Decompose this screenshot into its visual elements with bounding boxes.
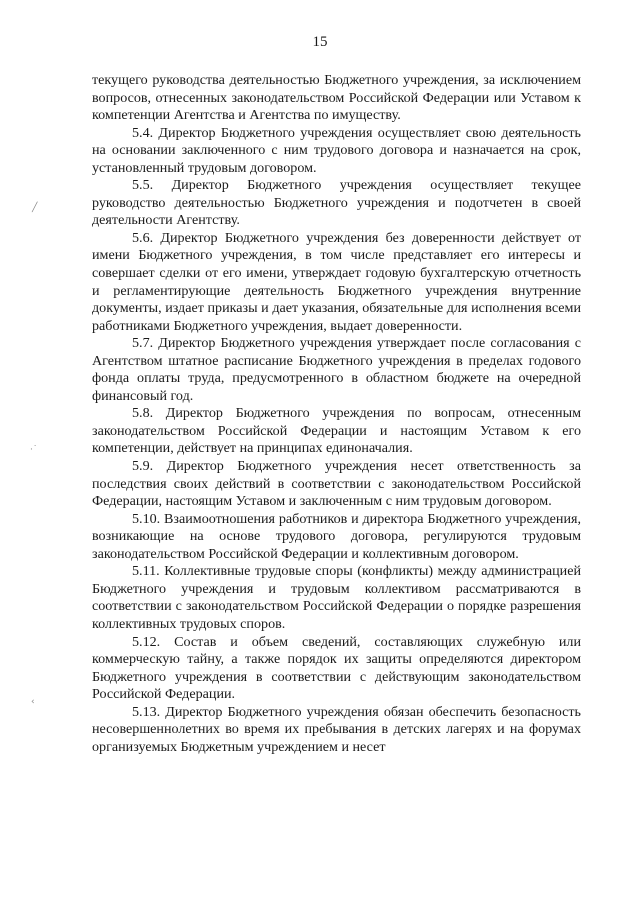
page-number: 15 [312, 34, 328, 50]
scan-speck: ‹ [31, 697, 35, 707]
paragraph-5-13: 5.13. Директор Бюджетного учреждения обязан обеспечить безопасность несовершеннолетних во время их пребывания в детских лагерях и на форумах организуемых Бюджетным учреждением и несет [92, 703, 581, 755]
paragraph-5-10: 5.10. Взаимоотношения работников и директора Бюджетного учреждения, возникающие на основе трудового договора, регулируются трудовым законодательством Российской Федерации и коллективным договором. [92, 510, 581, 562]
paragraph-5-11: 5.11. Коллективные трудовые споры (конфликты) между администрацией Бюджетного учреждения и трудовым коллективом рассматриваются в соответствии с законодательством Российской Федерации о порядке разрешения коллективных трудовых споров. [92, 563, 581, 632]
paragraph-5-7: 5.7. Директор Бюджетного учреждения утверждает после согласования с Агентством штатное расписание Бюджетного учреждения в пределах годового фонда оплаты труда, предусмотренного в областном бюджете на очередной финансовый год. [92, 335, 581, 404]
paragraph-5-8: 5.8. Директор Бюджетного учреждения по вопросам, отнесенным законодательством Российской Федерации и настоящим Уставом к его компетенции, действует на принципах единоначалия. [92, 405, 581, 457]
paragraph-5-12: 5.12. Состав и объем сведений, составляющих служебную или коммерческую тайну, а также порядок их защиты определяются директором Бюджетного учреждения в соответствии с действующим законодательством Российской Федерации. [92, 633, 581, 703]
paragraph-5-4: 5.4. Директор Бюджетного учреждения осуществляет свою деятельность на основании заключенного с ним трудового договора и назначается на срок, установленный трудовым договором. [92, 124, 581, 176]
scan-speck: ·˙ [30, 445, 38, 455]
paragraph-5-9: 5.9. Директор Бюджетного учреждения несет ответственность за последствия своих действий в соответствии с законодательством Российской Федерации, настоящим Уставом и заключенным с ним трудовым договором. [92, 458, 581, 510]
document-body [92, 72, 581, 756]
scan-speck: ╱ [32, 203, 38, 213]
paragraph-5-6: 5.6. Директор Бюджетного учреждения без доверенности действует от имени Бюджетного учреждения, в том числе представляет его интересы и совершает сделки от его имени, утверждает годовую бухгалтерскую отчетность и регламентирующие деятельность Бюджетного учреждения внутренние документы, издает приказы и дает указания, обязательные для исполнения всеми работниками Бюджетного учреждения, выдает доверенности. [92, 229, 581, 334]
paragraph-continuation: текущего руководства деятельностью Бюджетного учреждения, за исключением вопросов, отнесенных законодательством Российской Федерации или Уставом к компетенции Агентства и Агентства по имуществу. [92, 72, 581, 124]
paragraph-5-5: 5.5. Директор Бюджетного учреждения осуществляет текущее руководство деятельностью Бюджетного учреждения и подотчетен в своей деятельности Агентству. [92, 177, 581, 229]
